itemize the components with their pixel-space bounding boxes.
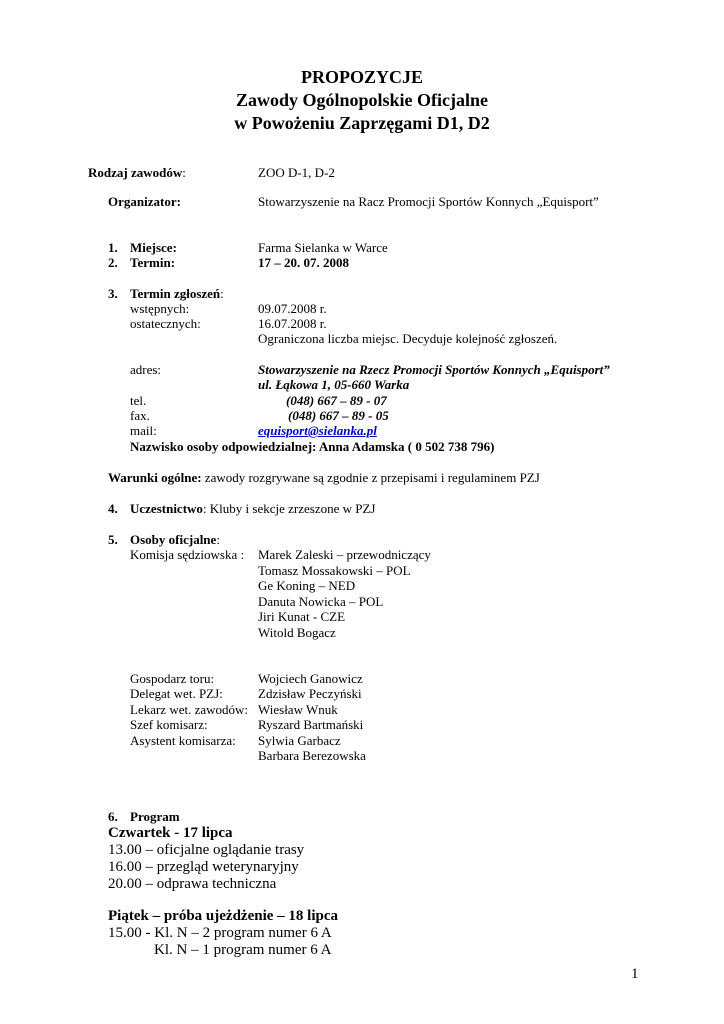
- uczestnictwo: Uczestnictwo: Kluby i sekcje zrzeszone w PZJ: [130, 501, 376, 516]
- official-label: Delegat wet. PZJ:: [130, 686, 223, 701]
- title-line-3: w Powożeniu Zaprzęgami D1, D2: [234, 113, 490, 133]
- program-item: 13.00 – oficjalne oglądanie trasy: [108, 842, 305, 858]
- official-value: Wiesław Wnuk: [258, 702, 338, 717]
- program-item: 16.00 – przegląd weterynaryjny: [108, 859, 299, 875]
- miejsce-value: Farma Sielanka w Warce: [258, 240, 388, 255]
- komisja-member: Tomasz Mossakowski – POL: [258, 563, 411, 578]
- fax-value: (048) 667 – 89 - 05: [288, 408, 389, 423]
- ostatecznych-value: 16.07.2008 r.: [258, 316, 327, 331]
- program-num: 6.: [108, 809, 118, 824]
- official-label: Lekarz wet. zawodów:: [130, 702, 249, 717]
- adres-line-2: ul. Łąkowa 1, 05-660 Warka: [258, 377, 410, 392]
- tel-label: tel.: [130, 393, 147, 408]
- official-label: Asystent komisarza:: [130, 733, 236, 748]
- tel-value: (048) 667 – 89 - 07: [286, 393, 387, 408]
- mail-label: mail:: [130, 423, 157, 438]
- limited-places-note: Ograniczona liczba miejsc. Decyduje kolejność zgłoszeń.: [258, 331, 558, 346]
- komisja-label: Komisja sędziowska :: [130, 547, 245, 562]
- contact-person: Nazwisko osoby odpowiedzialnej: Anna Adamska ( 0 502 738 796): [130, 439, 495, 454]
- miejsce-num: 1.: [108, 240, 118, 255]
- title-line-2: Zawody Ogólnopolskie Oficjalne: [235, 90, 489, 110]
- official-label: Szef komisarz:: [130, 717, 208, 732]
- organizator-label: Organizator:: [108, 194, 181, 209]
- program-item: Kl. N – 1 program numer 6 A: [154, 942, 332, 958]
- miejsce-label: Miejsce:: [130, 240, 177, 255]
- official-value: Zdzisław Peczyński: [258, 686, 362, 701]
- program-item: 20.00 – odprawa techniczna: [108, 876, 277, 892]
- official-value: Ryszard Bartmański: [258, 717, 364, 732]
- program-day-1: Czwartek - 17 lipca: [108, 825, 233, 841]
- ostatecznych-label: ostatecznych:: [130, 316, 201, 331]
- termin-label: Termin:: [130, 255, 176, 270]
- komisja-member: Witold Bogacz: [258, 625, 336, 640]
- osoby-num: 5.: [108, 532, 118, 547]
- adres-label: adres:: [130, 362, 162, 377]
- fax-label: fax.: [130, 408, 150, 423]
- termin-num: 2.: [108, 255, 118, 270]
- email-link[interactable]: equisport@sielanka.pl: [258, 423, 377, 438]
- termin-value: 17 – 20. 07. 2008: [258, 255, 349, 270]
- komisja-member: Danuta Nowicka – POL: [258, 594, 384, 609]
- komisja-member: Marek Zaleski – przewodniczący: [258, 547, 431, 562]
- rodzaj-value: ZOO D-1, D-2: [258, 165, 335, 180]
- organizator-value: Stowarzyszenie na Racz Promocji Sportów Konnych „Equisport”: [258, 194, 599, 209]
- zgloszenia-num: 3.: [108, 286, 118, 301]
- official-label: Gospodarz toru:: [130, 671, 215, 686]
- rodzaj-label: Rodzaj zawodów:: [88, 165, 186, 180]
- program-label: Program: [130, 809, 180, 824]
- zgloszenia-label: Termin zgłoszeń:: [130, 286, 224, 301]
- osoby-label: Osoby oficjalne:: [130, 532, 220, 547]
- warunki: Warunki ogólne: zawody rozgrywane są zgodnie z przepisami i regulaminem PZJ: [108, 470, 540, 485]
- program-item: 15.00 - Kl. N – 2 program numer 6 A: [108, 925, 332, 941]
- official-value: Sylwia Garbacz: [258, 733, 341, 748]
- page-number: 1: [631, 966, 639, 982]
- uczestnictwo-num: 4.: [108, 501, 118, 516]
- adres-line-1: Stowarzyszenie na Rzecz Promocji Sportów Konnych „Equisport”: [258, 362, 610, 377]
- wstepnych-value: 09.07.2008 r.: [258, 301, 327, 316]
- program-day-2: Piątek – próba ujeżdżenie – 18 lipca: [108, 908, 338, 924]
- komisja-member: Jiri Kunat - CZE: [258, 609, 346, 624]
- official-value: Barbara Berezowska: [258, 748, 366, 763]
- wstepnych-label: wstępnych:: [130, 301, 190, 316]
- title-line-1: PROPOZYCJE: [300, 67, 423, 87]
- komisja-member: Ge Koning – NED: [258, 578, 356, 593]
- official-value: Wojciech Ganowicz: [258, 671, 363, 686]
